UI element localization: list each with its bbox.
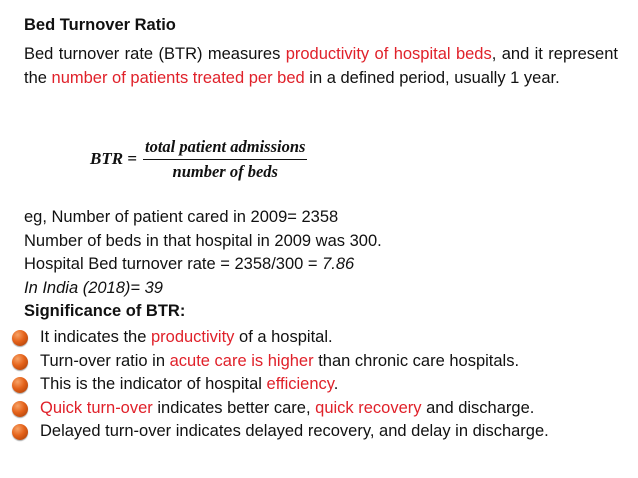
item-highlight: efficiency — [266, 375, 334, 393]
item-text: Turn-over ratio in — [40, 351, 170, 370]
example-block — [24, 206, 624, 324]
list-item — [12, 397, 632, 421]
item-text: indicates better care, — [152, 398, 316, 417]
formula-fraction — [143, 137, 307, 182]
example-line: Number of beds in that hospital in 2009 was 300. — [24, 231, 382, 250]
bullet-icon — [12, 401, 28, 417]
bullet-icon — [12, 330, 28, 346]
list-item — [12, 350, 632, 374]
intro-highlight: number of patients treated per bed — [51, 68, 305, 87]
btr-formula — [90, 134, 307, 184]
intro-text: , and it represent the — [24, 45, 618, 87]
significance-heading: Significance of BTR: — [24, 302, 186, 320]
item-text: than chronic care hospitals. — [313, 351, 520, 370]
formula-denominator: number of beds — [172, 161, 278, 181]
intro-text: in a defined period, usually 1 year. — [304, 68, 560, 87]
intro-highlight: productivity of hospital beds — [285, 45, 492, 63]
item-text: . — [333, 375, 339, 393]
item-highlight: Quick turn-over — [40, 398, 153, 417]
bullet-icon — [12, 377, 28, 393]
example-value: 7.86 — [322, 255, 355, 273]
list-item — [12, 420, 632, 444]
item-text: Delayed turn-over indicates delayed recovery, and delay in discharge. — [40, 422, 549, 440]
item-text: This is the indicator of hospital — [40, 375, 267, 393]
item-text: It indicates the — [40, 328, 151, 346]
item-highlight: quick recovery — [315, 398, 422, 417]
example-line — [24, 253, 624, 277]
list-item — [12, 373, 632, 397]
example-line-india: In India (2018)= 39 — [24, 278, 163, 297]
intro-text: Bed turnover rate (BTR) measures — [24, 45, 286, 63]
item-text: of a hospital. — [234, 328, 333, 346]
list-item — [12, 326, 632, 350]
formula-numerator: total patient admissions — [143, 137, 307, 160]
significance-list — [12, 326, 632, 444]
item-text: and discharge. — [421, 398, 535, 417]
item-highlight: productivity — [150, 328, 235, 346]
item-highlight: acute care is higher — [169, 351, 314, 370]
example-line: eg, Number of patient cared in 2009= 2358 — [24, 208, 339, 226]
bullet-icon — [12, 424, 28, 440]
formula-lhs: BTR = — [90, 149, 137, 168]
slide-title: Bed Turnover Ratio — [24, 16, 176, 34]
example-text: Hospital Bed turnover rate = 2358/300 = — [24, 255, 323, 273]
bullet-icon — [12, 354, 28, 370]
intro-paragraph — [24, 43, 618, 90]
